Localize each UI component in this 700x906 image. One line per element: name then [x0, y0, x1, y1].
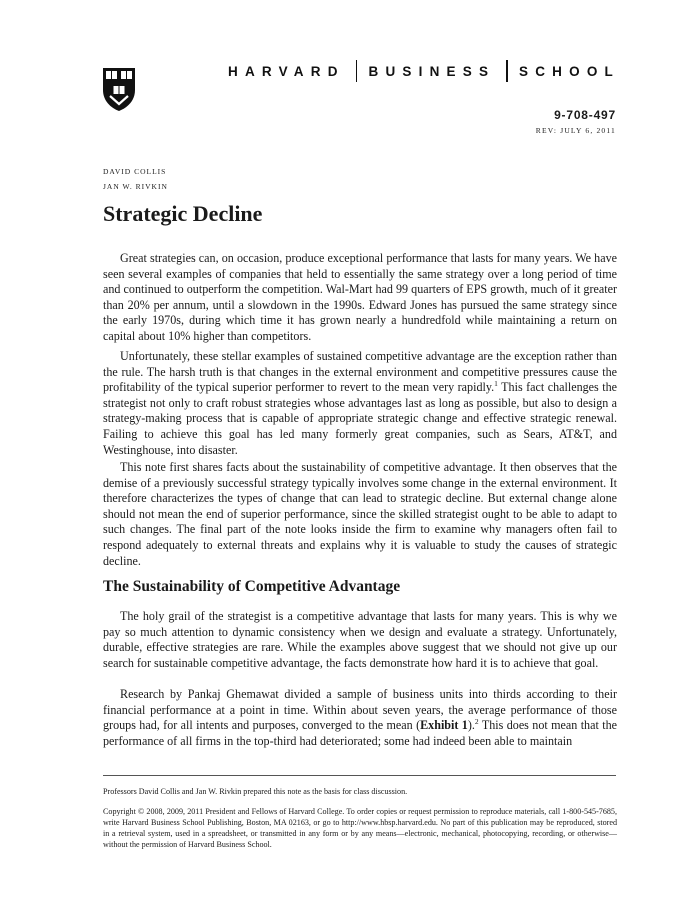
revision-date: REV: JULY 6, 2011: [535, 126, 616, 135]
footnote-ref: 2: [474, 717, 479, 727]
masthead: [228, 60, 620, 82]
harvard-shield-icon: [101, 66, 137, 112]
body-paragraph: Research by Pankaj Ghemawat divided a sample of business units into thirds according to their financial performance at a point in time. Within about seven years, the average performance of those groups had, for all intents and purposes, converged to the mean (Exhibit 1).$^2$ This does not mean that the performance of all firms in the top-third had deteriorated; some had indeed been able to maintain: [103, 687, 617, 748]
masthead-divider: [356, 60, 358, 82]
masthead-word-business: BUSINESS: [368, 63, 496, 79]
exhibit-reference: Exhibit 1: [420, 718, 468, 733]
authorship-note: Professors David Collis and Jan W. Rivkin prepared this note as the basis for class discussion.: [103, 787, 408, 796]
body-paragraph: Great strategies can, on occasion, produce exceptional performance that lasts for many years. We have seen several examples of companies that held to essentially the same strategy over a long period of time and continued to outperform the competition. Wal-Mart had 99 quarters of EPS growth, much of it greater than 20% per annum, until a slowdown in the 1990s. Edward Jones has pursued the same strategy since the early 1970s, during which time it has grown nearly a hundredfold while maintaining a return on capital about 10% higher than competitors.: [103, 251, 617, 343]
document-title: Strategic Decline: [103, 201, 263, 226]
copyright-notice: Copyright © 2008, 2009, 2011 President and Fellows of Harvard College. To order copies or request permission to reproduce materials, call 1-800-545-7685, write Harvard Business School Publishing, Boston, MA 02163, or go to http://www.hbsp.harvard.edu. No part of this publication may be reproduced, stored in a retrieval system, used in a spreadsheet, or transmitted in any form or by any means—electronic, mechanical, photocopying, recording, or otherwise—without the permission of Harvard Business School.: [103, 807, 617, 849]
author-name: JAN W. RIVKIN: [103, 182, 168, 191]
footnote-divider: [103, 775, 616, 776]
body-paragraph: Unfortunately, these stellar examples of sustained competitive advantage are the exception rather than the rule. The harsh truth is that changes in the external environment and competitive pressures cause the profitability of the typical superior performer to revert to the mean very rapidly.$^1$ This fact challenges the strategist not only to craft robust strategies whose advantages last as long as possible, but also to design a strategy-making process that is capable of appropriate strategic change and effective strategic renewal. Failing to achieve this goal has led many formerly great companies, such as Sears, AT&T, and Westinghouse, into disaster.: [103, 349, 617, 457]
section-heading: The Sustainability of Competitive Advantage: [103, 578, 401, 595]
author-name: DAVID COLLIS: [103, 167, 167, 176]
masthead-word-school: SCHOOL: [519, 63, 620, 79]
document-number: 9-708-497: [554, 108, 616, 122]
masthead-divider: [506, 60, 508, 82]
masthead-word-harvard: HARVARD: [228, 63, 345, 79]
body-paragraph: This note first shares facts about the sustainability of competitive advantage. It then observes that the demise of a previously successful strategy typically involves some change in the external environment. It therefore characterizes the types of change that can lead to strategic decline. But external change alone should not mean the end of superior performance, since the skilled strategist ought to be able to adapt to such changes. The final part of the note looks inside the firm to examine why managers often fail to respond adequately to external threats and explains why it is valuable to study the causes of strategic decline.: [103, 460, 617, 568]
body-paragraph: The holy grail of the strategist is a competitive advantage that lasts for many years. This is why we pay so much attention to dynamic consistency when we design and evaluate a strategy. Unfortunately, durable, effective strategies are rare. While the examples above suggest that we should not give up our search for sustainable competitive advantage, the facts demonstrate how hard it is to achieve that goal.: [103, 609, 617, 670]
footnote-ref: 1: [494, 379, 498, 389]
